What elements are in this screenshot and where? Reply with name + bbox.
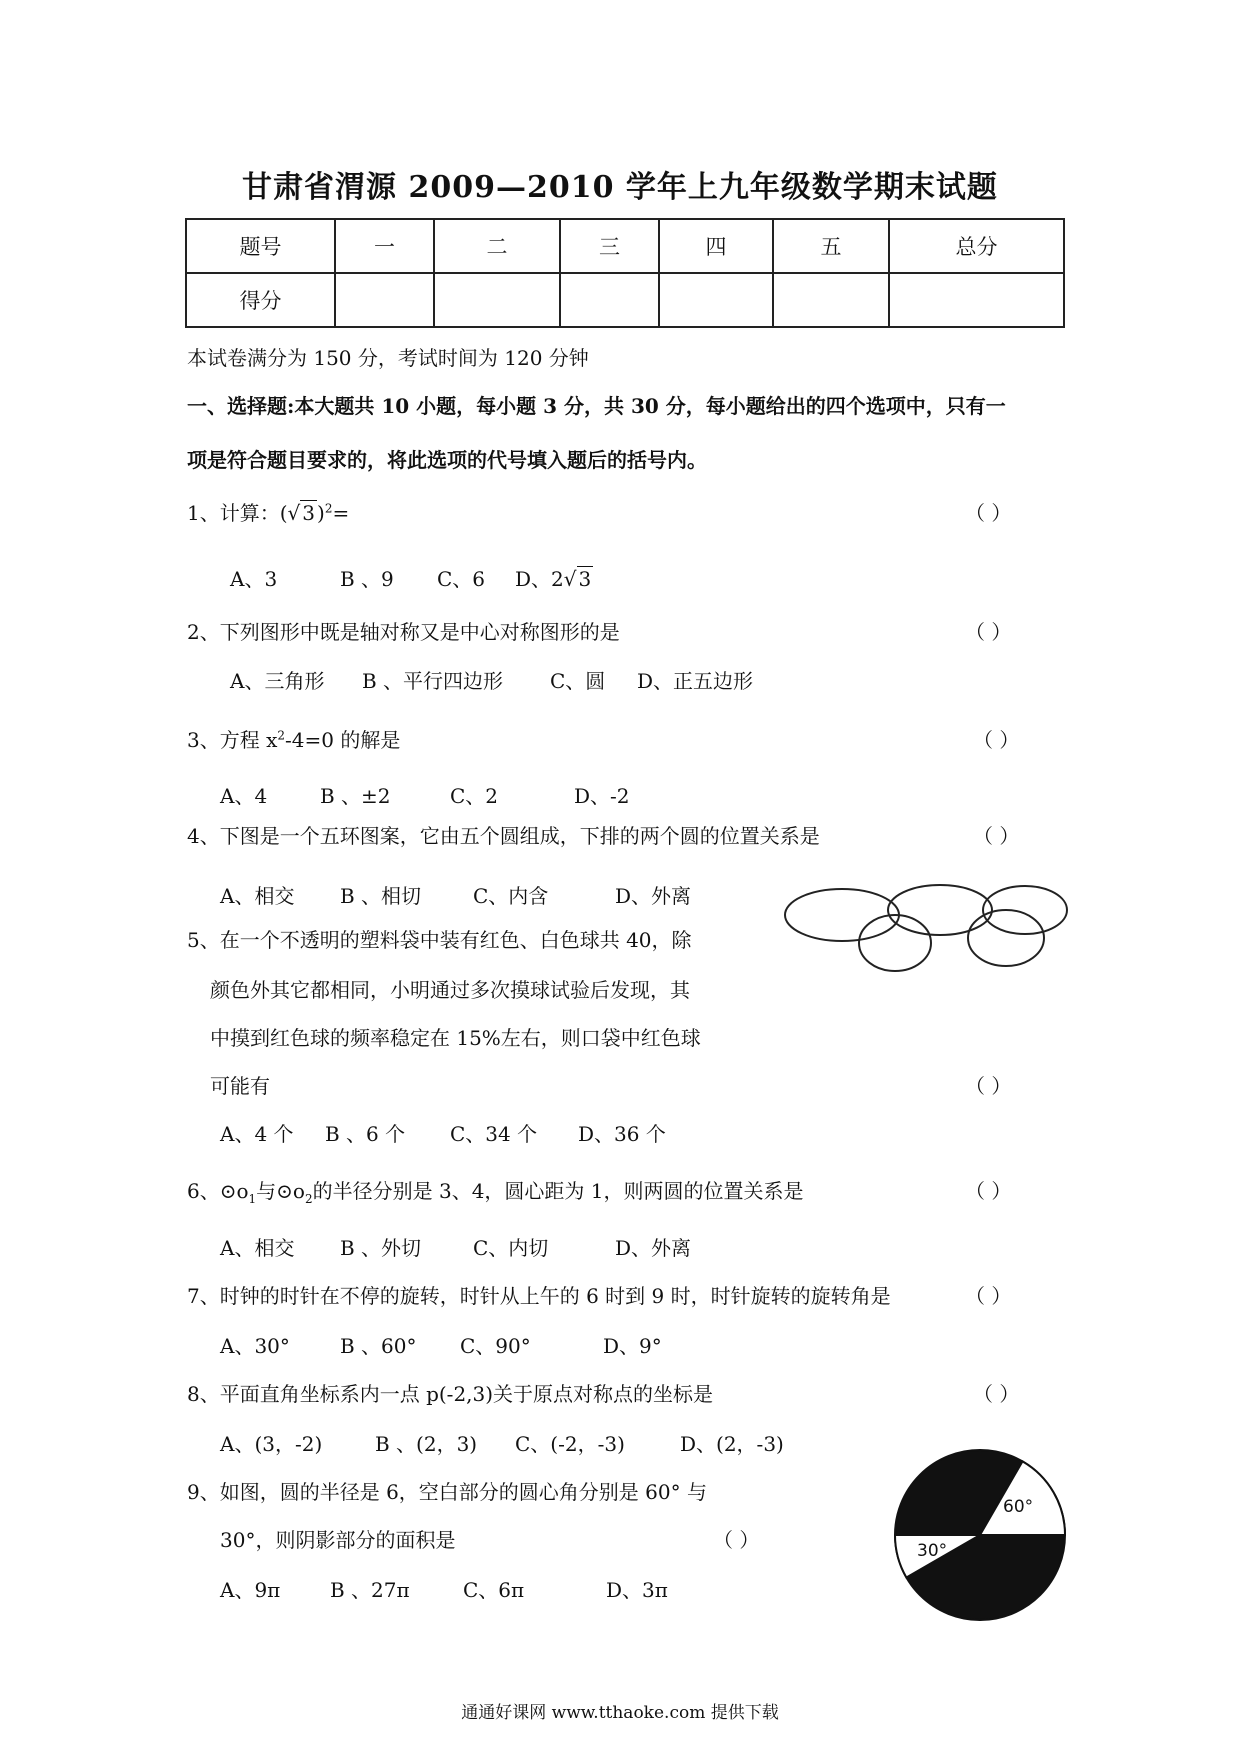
question-5: 5、在一个不透明的塑料袋中装有红色、白色球共 40，除 (187, 928, 692, 952)
q1-prefix: 1、计算：( (187, 501, 288, 525)
header-cell: 二 (434, 219, 560, 273)
answer-bracket[interactable]: （ ） (965, 620, 1012, 644)
option-d[interactable]: D、36 个 (578, 1122, 666, 1146)
score-cell[interactable] (335, 273, 434, 327)
question-9: 9、如图，圆的半径是 6，空白部分的圆心角分别是 60° 与 (187, 1480, 707, 1504)
q6-sub2: 2 (304, 1192, 313, 1206)
question-5-line: 中摸到红色球的频率稳定在 15%左右，则口袋中红色球 (210, 1026, 701, 1050)
question-8: 8、平面直角坐标系内一点 p(-2,3)关于原点对称点的坐标是 (187, 1382, 714, 1406)
option-c[interactable]: C、圆 (550, 669, 606, 693)
option-d[interactable]: D、(2，-3) (680, 1432, 784, 1456)
answer-bracket[interactable]: （ ） (713, 1528, 760, 1552)
header-cell: 一 (335, 219, 434, 273)
option-b[interactable]: B 、9 (340, 567, 394, 591)
option-a[interactable]: A、9π (220, 1578, 281, 1602)
option-b[interactable]: B 、外切 (340, 1236, 422, 1260)
five-rings-figure (780, 880, 1070, 980)
answer-bracket[interactable]: （ ） (973, 728, 1020, 752)
question-5-line: 颜色外其它都相同，小明通过多次摸球试验后发现，其 (210, 978, 690, 1002)
score-table-score-row (186, 273, 1064, 327)
option-b[interactable]: B 、(2，3) (375, 1432, 478, 1456)
section-heading-cont: 项是符合题目要求的，将此选项的代号填入题后的括号内。 (187, 448, 707, 472)
option-c[interactable]: C、6 (437, 567, 486, 591)
option-d[interactable]: D、外离 (615, 884, 692, 908)
score-cell[interactable] (889, 273, 1064, 327)
row-label: 得分 (186, 273, 335, 327)
answer-bracket[interactable]: （ ） (965, 1179, 1012, 1203)
label-30: 30° (917, 1541, 948, 1561)
option-b[interactable]: B 、60° (340, 1334, 417, 1358)
option-b[interactable]: B 、相切 (340, 884, 422, 908)
header-cell: 题号 (186, 219, 335, 273)
header-cell: 三 (560, 219, 659, 273)
option-d[interactable]: D、9° (603, 1334, 662, 1358)
q1-root: 3 (302, 501, 316, 525)
label-60: 60° (1003, 1497, 1034, 1517)
option-a[interactable]: A、相交 (220, 1236, 295, 1260)
question-5-line: 可能有 (210, 1074, 270, 1098)
score-cell[interactable] (773, 273, 889, 327)
question-1 (187, 497, 349, 526)
question-7: 7、时钟的时针在不停的旋转，时针从上午的 6 时到 9 时，时针旋转的旋转角是 (187, 1284, 891, 1308)
q1-power: 2 (324, 501, 333, 516)
option-d[interactable]: D、外离 (615, 1236, 692, 1260)
option-d[interactable]: D、正五边形 (637, 669, 754, 693)
question-6 (187, 1175, 804, 1206)
option-a[interactable]: A、相交 (220, 884, 295, 908)
option-d[interactable]: D、3π (606, 1578, 668, 1602)
option-c[interactable]: C、90° (460, 1334, 531, 1358)
option-b[interactable]: B 、6 个 (325, 1122, 406, 1146)
option-c[interactable]: C、34 个 (450, 1122, 538, 1146)
answer-bracket[interactable]: （ ） (973, 1382, 1020, 1406)
option-b[interactable]: B 、±2 (320, 784, 391, 808)
q3-prefix: 3、方程 x (187, 728, 278, 752)
q1-d-root: 3 (578, 567, 592, 591)
q6-prefix: 6、⊙o (187, 1179, 249, 1203)
header-cell: 五 (773, 219, 889, 273)
option-c[interactable]: C、2 (450, 784, 499, 808)
score-cell[interactable] (434, 273, 560, 327)
option-d[interactable] (515, 563, 593, 592)
option-a[interactable]: A、4 个 (220, 1122, 294, 1146)
score-cell[interactable] (560, 273, 659, 327)
question-4: 4、下图是一个五环图案，它由五个圆组成，下排的两个圆的位置关系是 (187, 824, 820, 848)
option-a[interactable]: A、3 (230, 567, 278, 591)
question-2: 2、下列图形中既是轴对称又是中心对称图形的是 (187, 620, 620, 644)
section-heading: 一、选择题:本大题共 10 小题，每小题 3 分，共 30 分，每小题给出的四个选项中，只有一 (187, 394, 1006, 418)
question-9-line: 30°，则阴影部分的面积是 (220, 1528, 456, 1552)
q6-mid: 与⊙o (256, 1179, 305, 1203)
option-a[interactable]: A、(3，-2) (220, 1432, 323, 1456)
option-c[interactable]: C、内切 (473, 1236, 549, 1260)
option-a[interactable]: A、30° (220, 1334, 290, 1358)
sqrt-symbol: √ 3 (287, 501, 316, 525)
q6-suffix: 的半径分别是 3、4，圆心距为 1，则两圆的位置关系是 (312, 1179, 804, 1203)
option-b[interactable]: B 、27π (330, 1578, 410, 1602)
header-cell: 四 (659, 219, 773, 273)
answer-bracket[interactable]: （ ） (965, 1284, 1012, 1308)
option-b[interactable]: B 、平行四边形 (362, 669, 504, 693)
score-table-header-row (186, 219, 1064, 273)
q1-suffix: ) (317, 501, 325, 525)
answer-bracket[interactable]: （ ） (965, 501, 1012, 525)
score-cell[interactable] (659, 273, 773, 327)
option-c[interactable]: C、6π (463, 1578, 525, 1602)
question-3 (187, 724, 400, 753)
option-a[interactable]: A、三角形 (230, 669, 325, 693)
intro-text: 本试卷满分为 150 分，考试时间为 120 分钟 (187, 346, 589, 370)
option-c[interactable]: C、(-2，-3) (515, 1432, 625, 1456)
q1-d-prefix: D、2 (515, 567, 564, 591)
circle-sector-figure (880, 1440, 1080, 1630)
page-title: 甘肃省渭源 2009—2010 学年上九年级数学期末试题 (242, 170, 998, 205)
q3-suffix: -4=0 的解是 (285, 728, 401, 752)
header-cell: 总分 (889, 219, 1064, 273)
q3-power: 2 (277, 728, 286, 743)
option-d[interactable]: D、-2 (574, 784, 630, 808)
q1-eq: = (332, 501, 350, 525)
sqrt-symbol: √ 3 (563, 567, 592, 591)
answer-bracket[interactable]: （ ） (965, 1074, 1012, 1098)
footer-credit: 通通好课网 www.tthaoke.com 提供下载 (461, 1703, 779, 1723)
score-table (185, 218, 1065, 328)
q6-sub1: 1 (248, 1192, 257, 1206)
answer-bracket[interactable]: （ ） (973, 824, 1020, 848)
option-c[interactable]: C、内含 (473, 884, 549, 908)
option-a[interactable]: A、4 (220, 784, 268, 808)
